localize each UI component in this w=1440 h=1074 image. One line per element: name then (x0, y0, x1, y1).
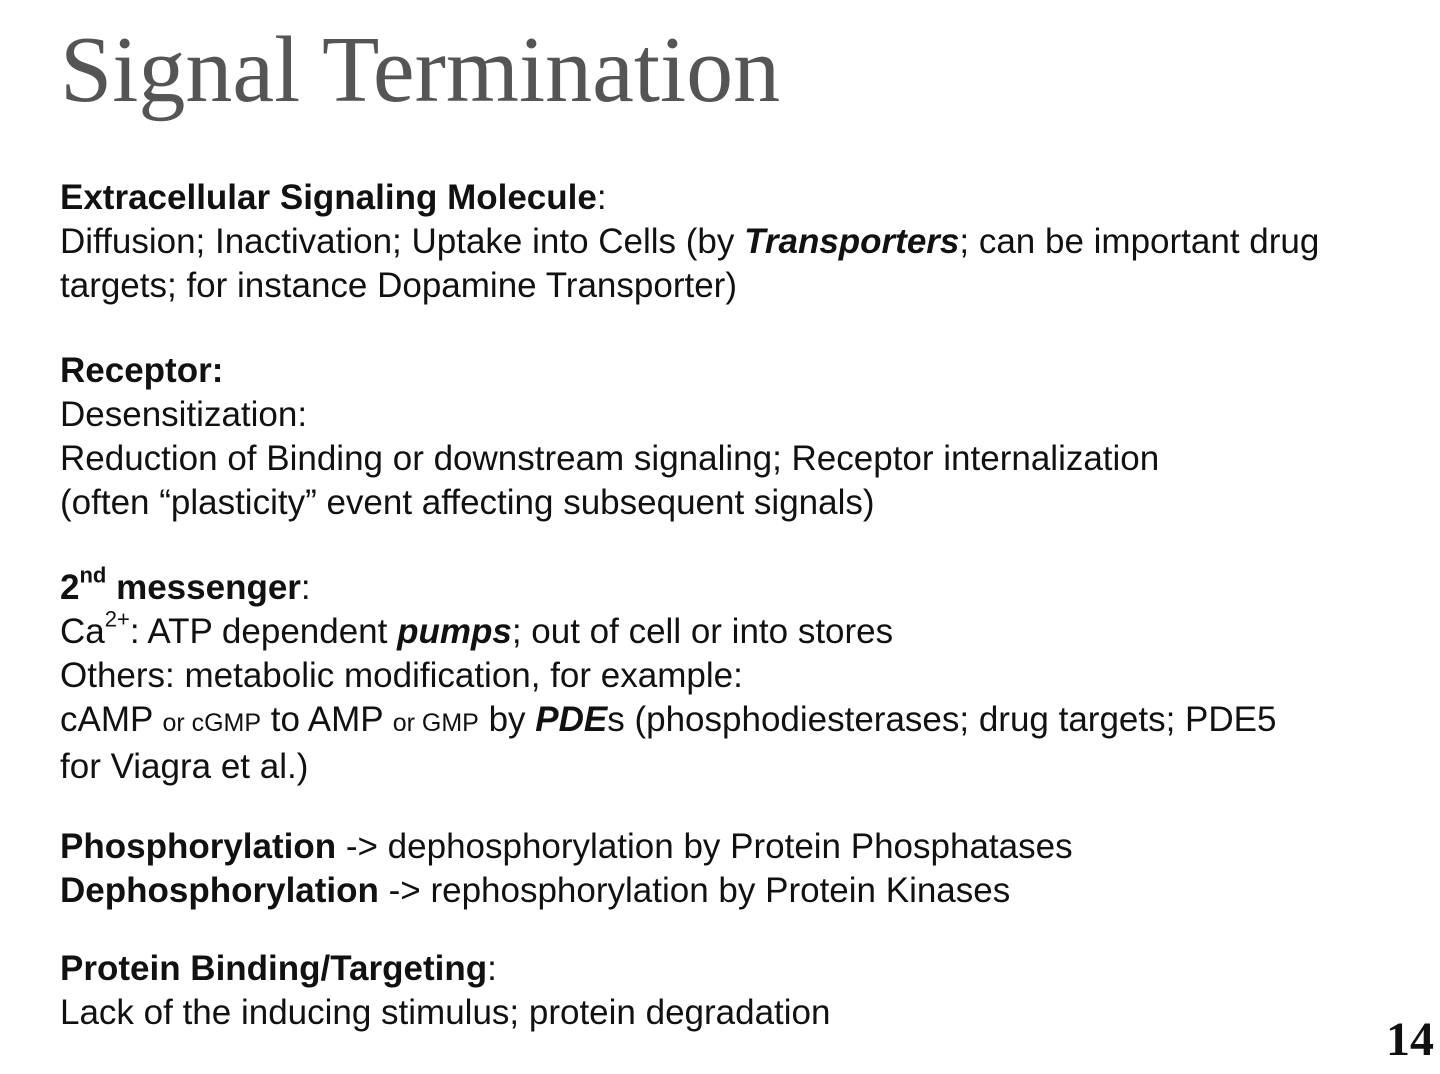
body-line: for Viagra et al.) (60, 747, 309, 786)
heading-text: Extracellular Signaling Molecule (60, 178, 597, 217)
heading-superscript: nd (79, 562, 107, 588)
heading-number: 2 (60, 568, 80, 607)
small-text-run: or cGMP (162, 709, 262, 737)
section-heading (60, 349, 1400, 393)
body-line (60, 869, 1400, 913)
heading-colon: : (300, 568, 311, 607)
text-run: ; out of cell or into stores (511, 612, 894, 651)
heading-text: Receptor: (60, 351, 224, 390)
emphasis-pumps: pumps (397, 612, 512, 651)
section-heading (60, 562, 1400, 610)
body-line (60, 825, 1400, 869)
bold-term: Dephosphorylation (60, 871, 379, 910)
section-spacer (60, 789, 1400, 825)
body-line (60, 220, 1400, 264)
body-line: Lack of the inducing stimulus; protein degradation (60, 993, 831, 1032)
emphasis-pde: PDE (535, 700, 608, 739)
section-heading (60, 176, 1400, 220)
heading-text: Protein Binding/Targeting (60, 949, 488, 988)
body-line: targets; for instance Dopamine Transporter) (60, 266, 737, 305)
bold-term: Phosphorylation (60, 827, 337, 866)
section-protein-binding (60, 947, 1400, 1035)
page-number: 14 (1386, 1013, 1434, 1066)
body-line: Desensitization: (60, 395, 308, 434)
slide-title: Signal Termination (60, 18, 781, 122)
section-heading (60, 947, 1400, 991)
text-run: s (phosphodiesterases; drug targets; PDE5 (607, 700, 1277, 739)
body-line: Others: metabolic modification, for example: (60, 656, 743, 695)
section-second-messenger (60, 562, 1400, 789)
text-run: ; can be important drug (959, 222, 1320, 261)
text-run: -> dephosphorylation by Protein Phosphatases (336, 827, 1073, 866)
body-line (60, 698, 1400, 745)
section-phosphorylation (60, 825, 1400, 913)
slide-body (60, 176, 1400, 1035)
heading-text: messenger (106, 568, 301, 607)
section-spacer (60, 525, 1400, 566)
text-run: Diffusion; Inactivation; Uptake into Cells (by (60, 222, 745, 261)
body-line: (often “plasticity” event affecting subsequent signals) (60, 483, 875, 522)
section-spacer (60, 308, 1400, 349)
emphasis-transporters: Transporters (744, 222, 960, 261)
superscript: 2+ (104, 606, 130, 632)
heading-colon: : (487, 949, 497, 988)
body-line (60, 606, 1400, 654)
section-extracellular (60, 176, 1400, 308)
section-receptor (60, 349, 1400, 525)
text-run: by (478, 700, 536, 739)
heading-colon: : (596, 178, 607, 217)
text-run: -> rephosphorylation by Protein Kinases (378, 871, 1011, 910)
small-text-run: or GMP (392, 709, 479, 737)
text-run: to AMP (261, 700, 393, 739)
text-run: : ATP dependent (129, 612, 398, 651)
section-spacer (60, 913, 1400, 947)
text-run: Ca (60, 612, 105, 651)
text-run: cAMP (60, 700, 163, 739)
body-line: Reduction of Binding or downstream signaling; Receptor internalization (60, 439, 1160, 478)
